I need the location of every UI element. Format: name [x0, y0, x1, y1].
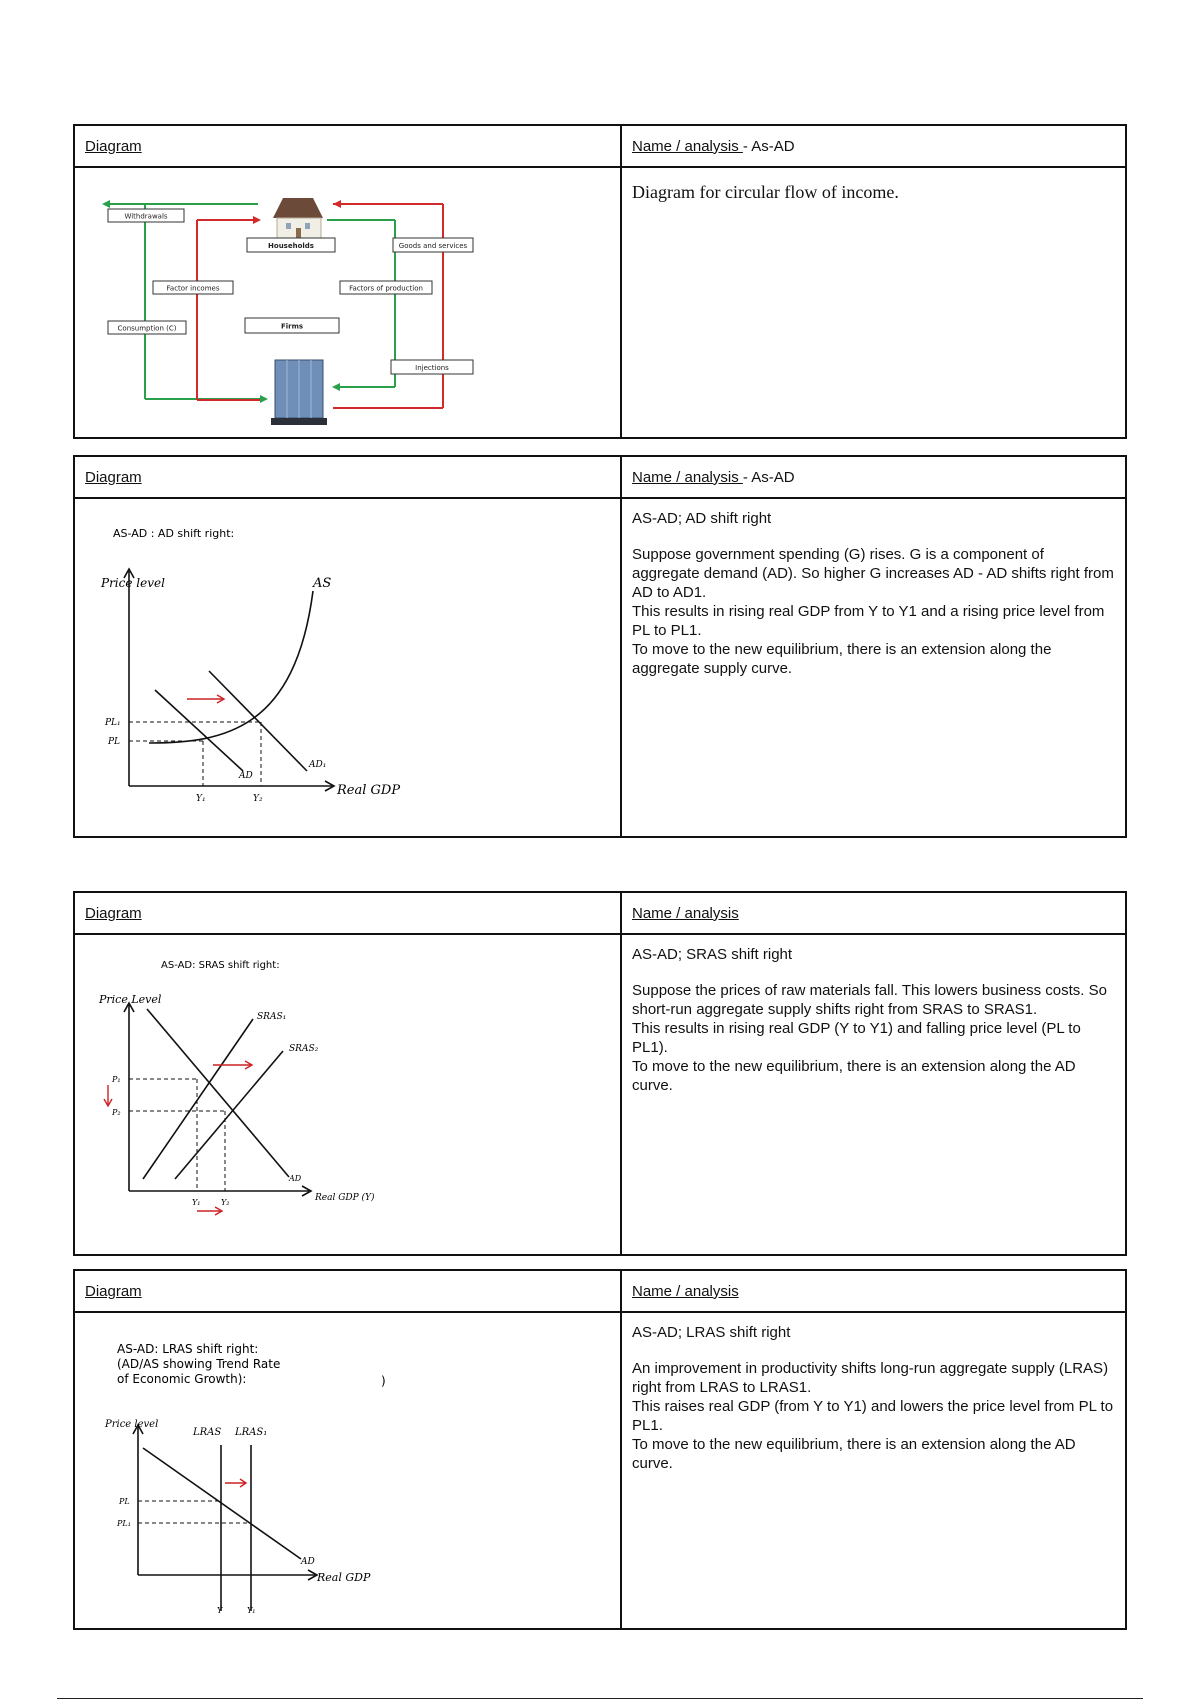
ad-curve	[147, 1009, 289, 1177]
sras1-label: SRAS₁	[257, 1012, 287, 1022]
injections-label: Injections	[415, 364, 449, 372]
sras2-label: SRAS₂	[289, 1044, 319, 1054]
sras2-curve	[175, 1051, 283, 1179]
diagram-header: Diagram	[85, 137, 142, 155]
as-label: AS	[313, 576, 332, 591]
analysis-header-link[interactable]: Name / analysis	[632, 468, 743, 486]
sras-shift-diagram	[75, 935, 600, 1249]
analysis-header-cell	[621, 892, 1126, 934]
diagram-cell	[74, 934, 621, 1255]
ad-curve	[143, 1448, 301, 1559]
ad1-curve	[209, 671, 307, 771]
card-sras-shift-right	[73, 891, 1127, 1256]
analysis-header-suffix: - As-AD	[742, 137, 795, 155]
analysis-header-link[interactable]: Name / analysis	[632, 137, 743, 155]
house-icon	[273, 198, 323, 240]
lras-label: LRAS	[193, 1427, 222, 1438]
y1-label: Y₁	[196, 794, 206, 804]
firms-label: Firms	[280, 322, 304, 331]
arrowhead	[253, 216, 261, 224]
pl1-label: PL₁	[105, 718, 121, 728]
ad-label: AD	[239, 771, 253, 781]
diagram-header-cell	[74, 1270, 621, 1312]
analysis-title: AS-AD; SRAS shift right	[632, 946, 793, 963]
ad-label: AD	[289, 1174, 302, 1183]
y2-label: Y₂	[253, 794, 263, 804]
diagram-cell	[74, 498, 621, 837]
y1-label: Y₁	[192, 1198, 201, 1207]
diagram-header-cell	[74, 125, 621, 167]
consumption-label: Consumption (C)	[117, 324, 177, 333]
y2-label: Y₂	[221, 1198, 230, 1207]
factors-production-label: Factors of production	[349, 284, 423, 293]
factor-incomes-label: Factor incomes	[166, 284, 220, 293]
households-label: Households	[268, 242, 314, 250]
arrowhead	[332, 383, 340, 391]
analysis-body: Suppose the prices of raw materials fall. This lowers business costs. So short-run aggregate supply shifts right from SRAS to SRAS1. This results in rising real GDP (Y to Y1) and falling price level (PL to PL1). To move to the new equilibrium, there is an extension along the AD curve.	[632, 982, 1107, 1094]
building-icon	[271, 360, 327, 425]
circular-flow-diagram	[75, 168, 600, 432]
analysis-cell	[621, 1312, 1126, 1629]
ad-shift-diagram	[75, 499, 600, 831]
pl-label: PL	[108, 737, 121, 747]
arrowhead	[102, 200, 110, 208]
figure-caption-line3: of Economic Growth):	[117, 1372, 247, 1386]
card-circular-flow	[73, 124, 1127, 439]
y-axis-label: Price Level	[99, 993, 162, 1006]
analysis-header-cell	[621, 1270, 1126, 1312]
ad-label: AD	[301, 1557, 315, 1567]
analysis-header-suffix: - As-AD	[742, 468, 795, 486]
analysis-title: AS-AD; LRAS shift right	[632, 1324, 791, 1341]
as-curve	[149, 591, 313, 743]
x-axis-label: Real GDP	[317, 1571, 371, 1584]
y-label: Y	[217, 1606, 223, 1615]
bottom-rule	[57, 1698, 1143, 1699]
arrowhead	[260, 395, 268, 403]
analysis-header-cell	[621, 456, 1126, 498]
analysis-cell	[621, 934, 1126, 1255]
analysis-header-link[interactable]: Name / analysis	[632, 904, 739, 922]
figure-caption-line1: AS-AD: LRAS shift right:	[117, 1342, 259, 1356]
withdrawals-label: Withdrawals	[124, 212, 168, 221]
sras1-curve	[143, 1019, 253, 1179]
card-ad-shift-right	[73, 455, 1127, 838]
diagram-header-cell	[74, 892, 621, 934]
arrowhead	[333, 200, 341, 208]
analysis-title: Diagram for circular flow of income.	[632, 182, 899, 202]
card-lras-shift-right	[73, 1269, 1127, 1630]
figure-caption: AS-AD : AD shift right:	[113, 527, 235, 540]
x-axis-label: Real GDP	[337, 783, 401, 798]
analysis-header-link[interactable]: Name / analysis	[632, 1282, 739, 1300]
diagram-header-cell	[74, 456, 621, 498]
diagram-cell	[74, 1312, 621, 1629]
analysis-body: Suppose government spending (G) rises. G is a component of aggregate demand (AD). So higher G increases AD - AD shifts right from AD to AD1. This results in rising real GDP from Y to Y1 and a rising price level from PL to PL1. To move to the new equilibrium, there is an extension along the aggregate supply curve.	[632, 546, 1114, 677]
y-axis-label: Price level	[105, 1419, 159, 1430]
diagram-cell	[74, 167, 621, 438]
y1-label: Y₁	[247, 1606, 256, 1615]
pl-label: PL	[119, 1497, 130, 1506]
p1-label: P₁	[112, 1075, 121, 1084]
diagram-header: Diagram	[85, 904, 142, 922]
y-axis-label: Price level	[101, 576, 165, 590]
analysis-title: AS-AD; AD shift right	[632, 510, 772, 527]
stray-mark: )	[381, 1374, 386, 1388]
pl1-label: PL₁	[117, 1519, 131, 1528]
diagram-header: Diagram	[85, 1282, 142, 1300]
ad1-label: AD₁	[309, 760, 327, 770]
goods-services-label: Goods and services	[398, 242, 468, 250]
figure-caption: AS-AD: SRAS shift right:	[161, 960, 280, 971]
analysis-header-cell	[621, 125, 1126, 167]
lras1-label: LRAS₁	[235, 1427, 268, 1438]
analysis-cell	[621, 167, 1126, 438]
p2-label: P₂	[112, 1108, 121, 1117]
analysis-body: An improvement in productivity shifts long-run aggregate supply (LRAS) right from LRAS to LRAS1. This raises real GDP (from Y to Y1) and lowers the price level from PL to PL1. To move to the new equilibrium, there is an extension along the AD curve.	[632, 1360, 1114, 1472]
x-axis-label: Real GDP (Y)	[315, 1193, 375, 1203]
analysis-cell	[621, 498, 1126, 837]
lras-shift-diagram	[75, 1313, 600, 1623]
figure-caption-line2: (AD/AS showing Trend Rate	[117, 1357, 281, 1371]
diagram-header: Diagram	[85, 468, 142, 486]
